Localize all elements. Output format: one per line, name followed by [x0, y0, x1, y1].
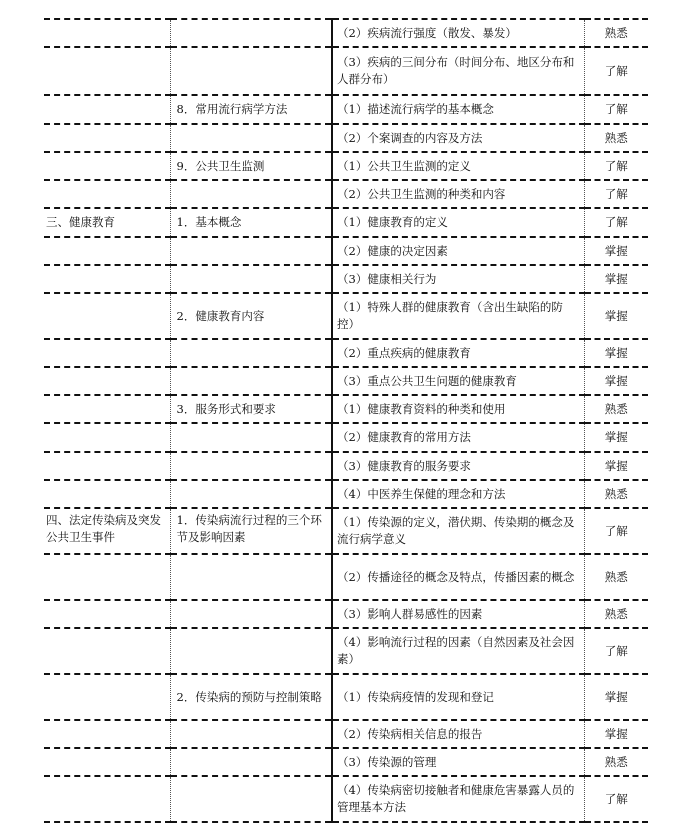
level-cell: 掌握 — [584, 452, 648, 480]
table-row — [44, 423, 648, 452]
topic-cell — [170, 628, 332, 674]
table-row — [44, 95, 648, 124]
level-cell: 掌握 — [584, 293, 648, 339]
table-row — [44, 508, 648, 554]
content-cell: （1）描述流行病学的基本概念 — [332, 95, 584, 124]
section-cell — [44, 748, 170, 776]
content-cell: （1）公共卫生监测的定义 — [332, 152, 584, 180]
level-cell: 了解 — [584, 208, 648, 237]
section-cell — [44, 339, 170, 367]
table-row — [44, 674, 648, 720]
content-cell: （4）传染病密切接触者和健康危害暴露人员的管理基本方法 — [332, 776, 584, 822]
content-cell: （3）传染源的管理 — [332, 748, 584, 776]
level-cell: 熟悉 — [584, 600, 648, 628]
topic-cell — [170, 19, 332, 47]
content-cell: （1）传染病疫情的发现和登记 — [332, 674, 584, 720]
level-cell: 掌握 — [584, 423, 648, 452]
topic-cell: 9．公共卫生监测 — [170, 152, 332, 180]
table-row — [44, 554, 648, 600]
section-cell — [44, 180, 170, 208]
level-cell: 熟悉 — [584, 554, 648, 600]
level-cell: 掌握 — [584, 339, 648, 367]
level-cell: 掌握 — [584, 265, 648, 293]
content-cell: （1）特殊人群的健康教育（含出生缺陷的防控） — [332, 293, 584, 339]
table-row — [44, 180, 648, 208]
level-cell: 了解 — [584, 95, 648, 124]
section-cell — [44, 554, 170, 600]
table-row — [44, 124, 648, 152]
topic-cell — [170, 265, 332, 293]
table-row — [44, 265, 648, 293]
content-cell: （2）公共卫生监测的种类和内容 — [332, 180, 584, 208]
topic-cell — [170, 776, 332, 822]
table-row — [44, 208, 648, 237]
table-row — [44, 720, 648, 748]
content-cell: （1）传染源的定义，潜伏期、传染期的概念及流行病学意义 — [332, 508, 584, 554]
level-cell: 了解 — [584, 628, 648, 674]
topic-cell — [170, 423, 332, 452]
topic-cell — [170, 720, 332, 748]
section-cell — [44, 367, 170, 395]
section-cell — [44, 395, 170, 423]
level-cell: 熟悉 — [584, 395, 648, 423]
table-row — [44, 152, 648, 180]
table-row — [44, 19, 648, 47]
section-cell — [44, 480, 170, 508]
table-row — [44, 47, 648, 95]
level-cell: 熟悉 — [584, 124, 648, 152]
content-cell: （2）重点疾病的健康教育 — [332, 339, 584, 367]
level-cell: 熟悉 — [584, 480, 648, 508]
section-cell — [44, 776, 170, 822]
table-row — [44, 748, 648, 776]
topic-cell — [170, 47, 332, 95]
section-cell — [44, 720, 170, 748]
section-cell — [44, 124, 170, 152]
topic-cell — [170, 180, 332, 208]
topic-cell: 1．传染病流行过程的三个环节及影响因素 — [170, 508, 332, 554]
table-row — [44, 452, 648, 480]
topic-cell — [170, 480, 332, 508]
table-row — [44, 339, 648, 367]
level-cell: 了解 — [584, 508, 648, 554]
table-row — [44, 395, 648, 423]
content-cell: （1）健康教育资料的种类和使用 — [332, 395, 584, 423]
section-cell — [44, 674, 170, 720]
content-cell: （3）影响人群易感性的因素 — [332, 600, 584, 628]
topic-cell: 1．基本概念 — [170, 208, 332, 237]
table-row — [44, 600, 648, 628]
content-cell: （2）传染病相关信息的报告 — [332, 720, 584, 748]
content-cell: （3）重点公共卫生问题的健康教育 — [332, 367, 584, 395]
topic-cell — [170, 600, 332, 628]
topic-cell — [170, 124, 332, 152]
content-cell: （2）健康的决定因素 — [332, 237, 584, 265]
section-cell — [44, 628, 170, 674]
level-cell: 了解 — [584, 776, 648, 822]
level-cell: 熟悉 — [584, 19, 648, 47]
topic-cell — [170, 367, 332, 395]
topic-cell: 2．传染病的预防与控制策略 — [170, 674, 332, 720]
topic-cell: 8．常用流行病学方法 — [170, 95, 332, 124]
table-row — [44, 367, 648, 395]
topic-cell — [170, 554, 332, 600]
level-cell: 掌握 — [584, 674, 648, 720]
content-cell: （4）影响流行过程的因素（自然因素及社会因素） — [332, 628, 584, 674]
content-cell: （3）健康教育的服务要求 — [332, 452, 584, 480]
table-row — [44, 776, 648, 822]
level-cell: 了解 — [584, 47, 648, 95]
topic-cell: 3．服务形式和要求 — [170, 395, 332, 423]
content-cell: （3）健康相关行为 — [332, 265, 584, 293]
topic-cell — [170, 452, 332, 480]
section-cell — [44, 19, 170, 47]
content-cell: （3）疾病的三间分布（时间分布、地区分布和人群分布） — [332, 47, 584, 95]
section-cell — [44, 293, 170, 339]
section-cell — [44, 600, 170, 628]
table-row — [44, 293, 648, 339]
content-cell: （2）疾病流行强度（散发、暴发） — [332, 19, 584, 47]
level-cell: 掌握 — [584, 367, 648, 395]
table-row — [44, 628, 648, 674]
level-cell: 掌握 — [584, 720, 648, 748]
section-cell: 三、健康教育 — [44, 208, 170, 237]
table-row — [44, 237, 648, 265]
content-cell: （4）中医养生保健的理念和方法 — [332, 480, 584, 508]
content-cell: （2）个案调查的内容及方法 — [332, 124, 584, 152]
section-cell — [44, 47, 170, 95]
level-cell: 熟悉 — [584, 748, 648, 776]
table-row — [44, 480, 648, 508]
topic-cell — [170, 237, 332, 265]
section-cell: 四、法定传染病及突发公共卫生事件 — [44, 508, 170, 554]
level-cell: 掌握 — [584, 237, 648, 265]
section-cell — [44, 237, 170, 265]
section-cell — [44, 95, 170, 124]
syllabus-table-body — [44, 19, 648, 822]
section-cell — [44, 423, 170, 452]
content-cell: （2）传播途径的概念及特点，传播因素的概念 — [332, 554, 584, 600]
section-cell — [44, 152, 170, 180]
topic-cell — [170, 748, 332, 776]
topic-cell — [170, 339, 332, 367]
content-cell: （1）健康教育的定义 — [332, 208, 584, 237]
level-cell: 了解 — [584, 180, 648, 208]
topic-cell: 2．健康教育内容 — [170, 293, 332, 339]
section-cell — [44, 452, 170, 480]
level-cell: 了解 — [584, 152, 648, 180]
syllabus-table — [44, 18, 648, 823]
content-cell: （2）健康教育的常用方法 — [332, 423, 584, 452]
section-cell — [44, 265, 170, 293]
